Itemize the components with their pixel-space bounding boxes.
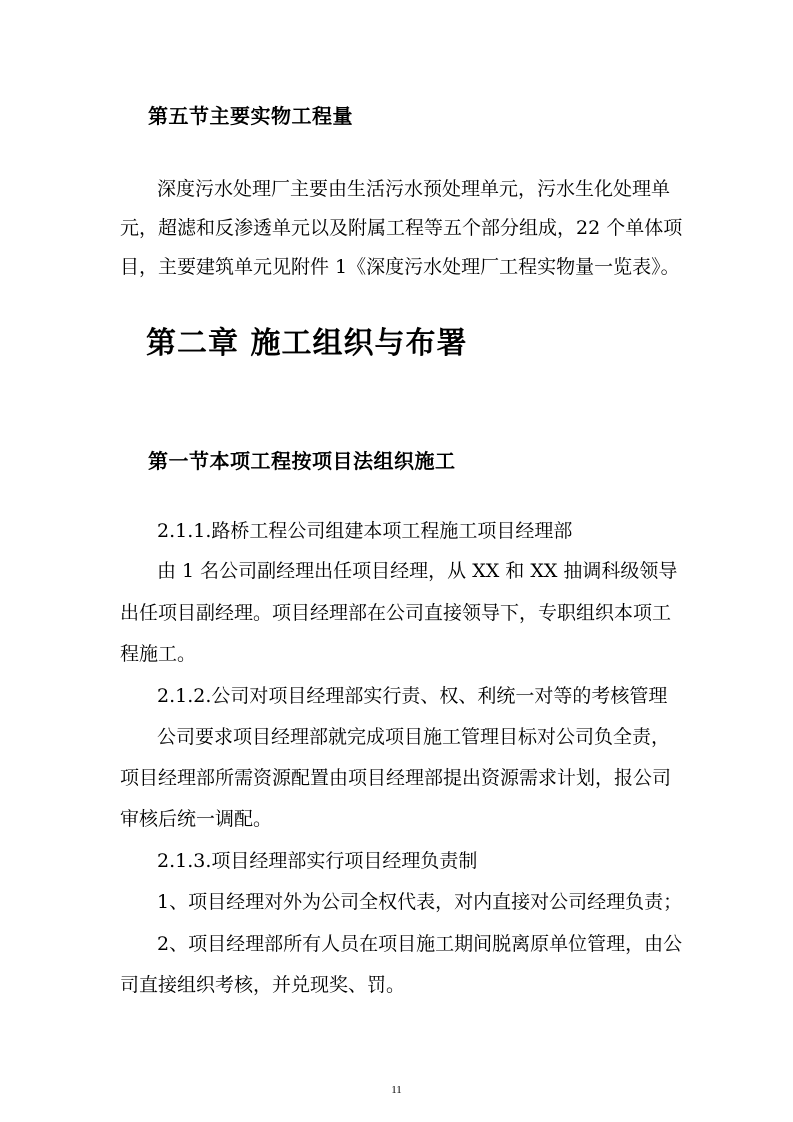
subsection-heading: 2.1.1.路桥工程公司组建本项工程施工项目经理部 [157,520,573,542]
list-item-continuation: 司直接组织考核，并兑现奖、罚。 [120,974,406,996]
paragraph-line: 项目经理部所需资源配置由项目经理部提出资源需求计划，报公司 [120,767,672,789]
paragraph-line: 公司要求项目经理部就完成项目施工管理目标对公司负全责， [157,726,671,748]
paragraph-line: 审核后统一调配。 [120,808,273,830]
paragraph-line: 程施工。 [120,643,197,665]
subsection-heading: 2.1.3.项目经理部实行项目经理负责制 [157,850,478,872]
paragraph-line: 目，主要建筑单元见附件 1《深度污水处理厂工程实物量一览表》。 [120,256,680,278]
paragraph-line: 由 1 名公司副经理出任项目经理，从 XX 和 XX 抽调科级领导 [157,560,678,582]
page-number: 11 [391,1084,402,1096]
paragraph-line: 深度污水处理厂主要由生活污水预处理单元，污水生化处理单 [157,178,671,200]
paragraph-line: 元，超滤和反渗透单元以及附属工程等五个部分组成，22 个单体项 [120,217,683,239]
section-5-title: 第五节主要实物工程量 [148,104,353,128]
subsection-heading: 2.1.2.公司对项目经理部实行责、权、利统一对等的考核管理 [157,685,668,707]
paragraph-line: 出任项目副经理。项目经理部在公司直接领导下，专职组织本项工 [120,602,672,624]
list-item: 1、项目经理对外为公司全权代表，对内直接对公司经理负责； [157,891,683,913]
section-1-title: 第一节本项工程按项目法组织施工 [148,449,456,473]
list-item: 2、项目经理部所有人员在项目施工期间脱离原单位管理，由公 [157,933,683,955]
chapter-2-title: 第二章 施工组织与布署 [146,326,468,361]
